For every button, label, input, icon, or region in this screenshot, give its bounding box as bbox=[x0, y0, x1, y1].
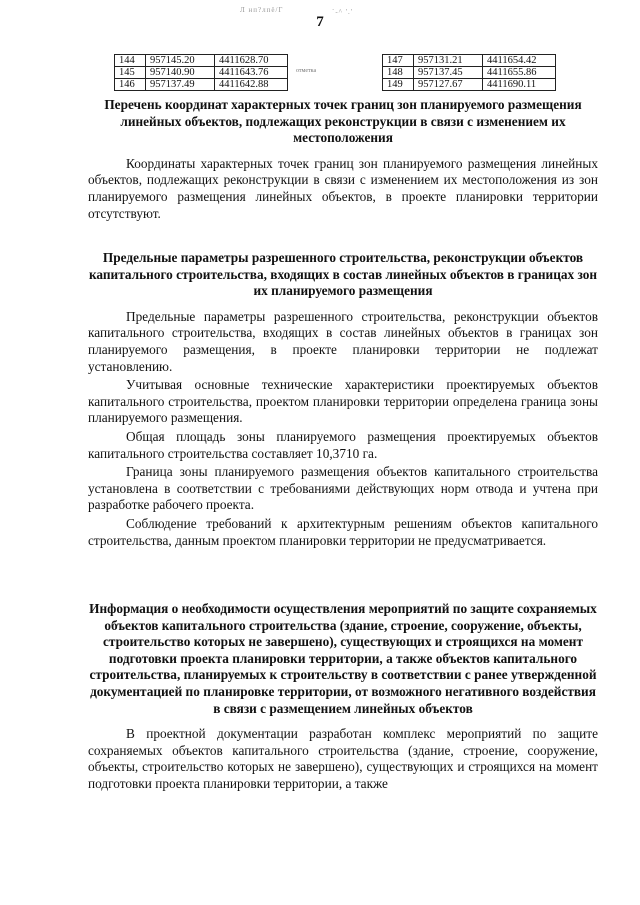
section-coordinates-list bbox=[88, 97, 598, 222]
scan-artifact: Л нп?лпё/Г bbox=[240, 6, 284, 14]
section-heading: Перечень координат характерных точек границ зон планируемого размещения линейных объектов, подлежащих реконструкции в связи с изменением их местоположения bbox=[104, 97, 582, 146]
coord-x: 957140.90 bbox=[146, 67, 215, 79]
point-number: 145 bbox=[115, 67, 146, 79]
section-heading: Предельные параметры разрешенного строительства, реконструкции объектов капитального строительства, входящих в состав линейных объектов в границах зон их планируемого размещения bbox=[88, 250, 598, 299]
table-row bbox=[115, 67, 288, 79]
table-row bbox=[383, 55, 556, 67]
scan-artifact: `-^ '.' bbox=[332, 8, 353, 16]
table-row bbox=[383, 79, 556, 91]
coord-y: 4411655.86 bbox=[483, 67, 556, 79]
stamp-mark: отметка bbox=[296, 68, 317, 74]
paragraph: Граница зоны планируемого размещения объектов капитального строительства установлена в соответствии с требованиями действующих норм отвода и учтена при разработке рабочего проекта. bbox=[88, 464, 598, 513]
paragraph: Учитывая основные технические характеристики проектируемых объектов капитального строительства, проектом планировки территории определена граница зоны планируемого размещения. bbox=[88, 377, 598, 426]
coord-y: 4411628.70 bbox=[215, 55, 288, 67]
coord-x: 957137.49 bbox=[146, 79, 215, 91]
table-row bbox=[383, 67, 556, 79]
point-number: 146 bbox=[115, 79, 146, 91]
coord-x: 957127.67 bbox=[414, 79, 483, 91]
coord-y: 4411654.42 bbox=[483, 55, 556, 67]
section-protection-measures bbox=[88, 601, 598, 793]
paragraph: В проектной документации разработан комплекс мероприятий по защите сохраняемых объектов капитального строительства (здание, строение, сооружение, объекты, строительство которых не завершено), существующих и строящихся на момент подготовки проекта планировки территории, а также bbox=[88, 726, 598, 791]
paragraph: Соблюдение требований к архитектурным решениям объектов капитального строительства, данным проектом планировки территории не предусматривается. bbox=[88, 515, 598, 548]
point-number: 149 bbox=[383, 79, 414, 91]
point-number: 144 bbox=[115, 55, 146, 67]
section-heading: Информация о необходимости осуществления мероприятий по защите сохраняемых объектов капитального строительства (здание, строение, сооружение, объекты, строительство которых не завершено), существующих и строящихся на момент подготовки проекта планировки территории, а также объектов капитального строительства, планируемых к строительству в соответствии с ранее утвержденной документацией по планировке территории, от возможного негативного воздействия в связи с размещением линейных объектов bbox=[89, 601, 597, 716]
coord-x: 957145.20 bbox=[146, 55, 215, 67]
coord-y: 4411642.88 bbox=[215, 79, 288, 91]
coord-y: 4411643.76 bbox=[215, 67, 288, 79]
coord-x: 957131.21 bbox=[414, 55, 483, 67]
coordinates-table-right bbox=[382, 54, 556, 91]
point-number: 148 bbox=[383, 67, 414, 79]
coord-y: 4411690.11 bbox=[483, 79, 556, 91]
coord-x: 957137.45 bbox=[414, 67, 483, 79]
paragraph: Координаты характерных точек границ зон планируемого размещения линейных объектов, подлежащих реконструкции в связи с изменением их местоположения из зон планируемого размещения линейных объектов, в проекте планировки территории отсутствуют. bbox=[88, 155, 598, 221]
page-number: 7 bbox=[316, 14, 324, 30]
paragraph: Предельные параметры разрешенного строительства, реконструкции объектов капитального строительства, входящих в состав линейных объектов в границах зон планируемого размещения, в проекте планировки территории не подлежат установлению. bbox=[88, 308, 598, 374]
table-row bbox=[115, 55, 288, 67]
point-number: 147 bbox=[383, 55, 414, 67]
coordinates-table-left bbox=[114, 54, 288, 91]
table-row bbox=[115, 79, 288, 91]
section-construction-limits bbox=[88, 250, 598, 549]
paragraph: Общая площадь зоны планируемого размещения проектируемых объектов капитального строительства составляет 10,3710 га. bbox=[88, 428, 598, 461]
